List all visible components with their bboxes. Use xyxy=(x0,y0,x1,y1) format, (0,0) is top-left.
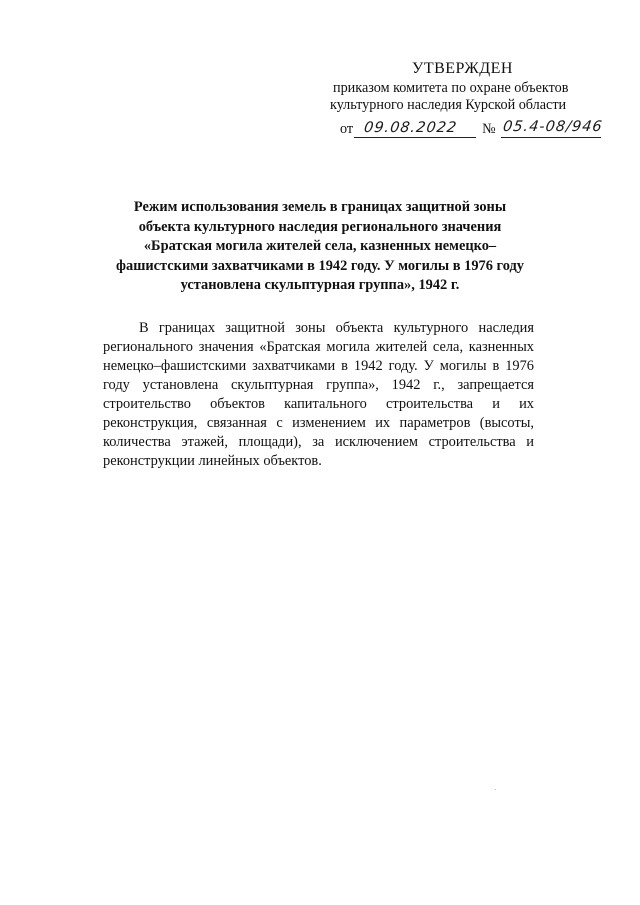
approval-line-2: культурного наследия Курской области xyxy=(330,97,567,113)
handwritten-date: 09.08.2022 xyxy=(363,120,459,136)
number-prefix: № xyxy=(482,121,496,137)
date-prefix: от xyxy=(340,121,354,137)
number-field xyxy=(501,119,604,138)
document-title: Режим использования земель в границах защитной зоны объекта культурного наследия регионального значения «Братская могила жителей села, казненных немецко–фашистскими захватчиками в 1942 году. У могилы в 1976 году установлена скульптурная группа», 1942 г. xyxy=(116,199,524,293)
approval-line-1: приказом комитета по охране объектов xyxy=(333,80,569,96)
approval-block xyxy=(330,60,604,138)
document-paragraph: В границах защитной зоны объекта культурного наследия регионального значения «Братская могила жителей села, казненных немецко–фашистскими захватчиками в 1942 году. У могилы в 1976 году установлена скульптурная группа», 1942 г., запрещается строительство объектов капитального строительства и их реконструкция, связанная с изменением их параметров (высоты, количества этажей, площади), за исключением строительства и реконструкции линейных объектов. xyxy=(103,320,534,469)
handwritten-number: 05.4-08/946 xyxy=(501,119,604,135)
order-details xyxy=(340,118,603,138)
approval-stamp: УТВЕРЖДЕН xyxy=(412,60,513,77)
date-field xyxy=(354,121,476,138)
scan-speck xyxy=(495,789,496,790)
